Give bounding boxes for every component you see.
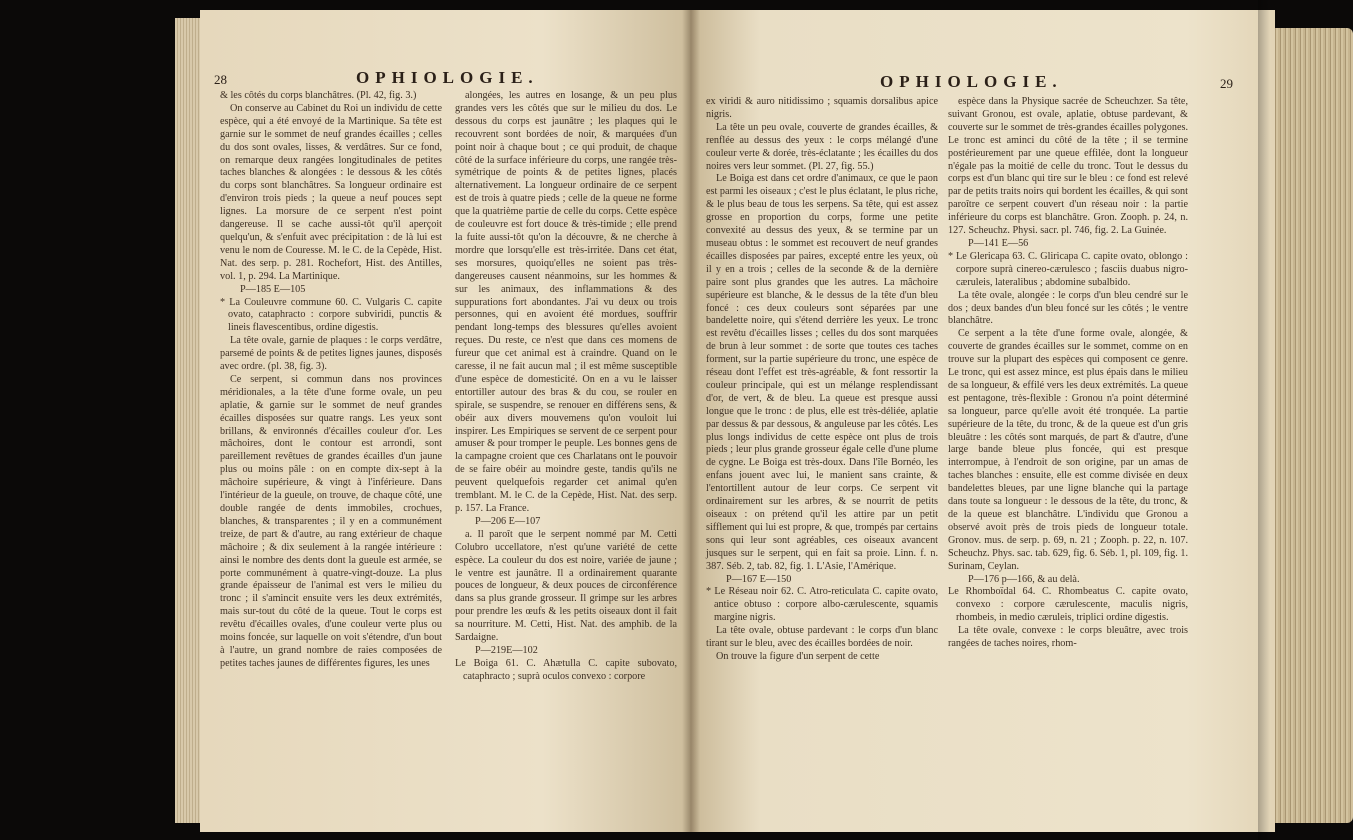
left-running-head: OPHIOLOGIE. — [356, 68, 539, 87]
species-entry: Le Boiga 61. C. Ahætulla C. capite subovato, cataphracto ; suprà oculos convexo : corpore — [455, 657, 677, 682]
left-column-2 — [455, 90, 677, 684]
paragraph: La tête ovale, garnie de plaques : le corps verdâtre, parsemé de points & de petites lignes jaunes, disposés avec ordre. (pl. 38, fig. 3). — [220, 335, 442, 373]
left-folio: 28 — [214, 72, 227, 87]
paragraph: Ce serpent a la tête d'une forme ovale, alongée, & couverte de grandes écailles sur le sommet, comme on en trouve sur la plupart des espèces qui composent ce genre. Le tronc, qui est assez mince, est plus épais dans le milieu de sa longueur, & effilé vers les deux extrémités. La queue est pentagone, très-flexible : Gronou n'a point déterminé sa longueur, parce qu'elle avoit été tronquée. La partie supérieure de la tête, du tronc, & de la queue est d'un gris bleuâtre : les côtés sont marqués, de part & d'autre, d'une large bande bleue plus foncée, qui est presque interrompue, à l'endroit de son origine, par un amas de taches blanches : ensuite, elle est comme divisée en deux bandelettes bleues, par une ligne blanche qui la partage dans toute sa longueur : le dessous de la tête, du tronc, & de la queue est blanchâtre. L'individu que Gronou a observé avoit près de trois pieds de longueur totale. Gronov. mus. de serp. p. 69, n. 21 ; Zooph. p. 22, n. 107. Scheuchz. Phys. sac. tab. 629, fig. 6. Séb. 1, pl. 109, fig. 1. Surinam, Ceylan. — [948, 328, 1188, 572]
right-folio: 29 — [1220, 76, 1233, 91]
paragraph: espèce dans la Physique sacrée de Scheuchzer. Sa tête, suivant Gronou, est ovale, aplatie, obtuse pardevant, & couverte sur le sommet de très-grandes écailles polygones. Le tronc est aminci du côté de la tête ; il se termine postérieurement par une queue effilée, dont la longueur n'égale pas la moitié de celle du tronc. Tout le dessus du corps est d'un blanc qui tire sur le bleu : ce fond est relevé par de petits traits noirs qui bordent les écailles, & qui sont paroître ce serpent couvert d'un réseau noir : la partie inférieure du corps est blanchâtre. Gron. Zooph. p. 24, n. 127. Scheuchz. Physi. sacr. pl. 746, fig. 2. La Guinée. — [948, 96, 1188, 237]
reference-line: P—219E—102 — [475, 644, 538, 656]
paragraph: ex viridi & auro nitidissimo ; squamis dorsalibus apice nigris. — [706, 96, 938, 120]
paragraph: La tête ovale, convexe : le corps bleuâtre, avec trois rangées de taches noires, rhom- — [948, 625, 1188, 650]
paragraph: Le Boiga est dans cet ordre d'animaux, ce que le paon est parmi les oiseaux ; c'est le plus éclatant, le plus riche, & le plus beau de tous les serpens. Sa tête, qui est assez grosse en proportion du corps, forme une petite convexité au dessus des yeux, & se termine par un museau obtus : le sommet est recouvert de neuf grandes écailles disposées par paires, excepté entre les yeux, où il y en a trois ; celles de la seconde & de la dernière paire sont plus grandes que les autres. La mâchoire supérieure est blanche, & le dessus de la tête d'un bleu foncé : ces deux couleurs sont séparées par une bandelette noire, qui s'étend derrière les yeux. Le tronc est revêtu d'écailles lisses ; celles du dos sont marquées de brun à leur sommet : de sorte que toutes ces taches forment, sur la partie supérieure du tronc, une espèce de réseau dont l'effet est très-agréable, & font ressortir la couleur principale, qui est un mélange resplendissant d'or, de vert, & de bleu. La queue est presque aussi longue que le tronc : de plus, elle est très-déliée, aplatie par dessus & par dessous, & anguleuse par les côtés. Les plus longs individus de cette espèce ont plus de trois pieds ; leur plus grande grosseur égale celle d'une plume de cygne. Le Boiga est très-doux. Dans l'île Bornéo, les enfans jouent avec lui, le manient sans crainte, & l'entortillent autour de leur corps. Ce serpent vit ordinairement sur les arbres, & se nourrit de petits oiseaux : on prétend qu'il les attire par un petit sifflement qui lui est propre, & que, trompés par certains sons qui leur sont agréables, ces oiseaux avancent jusques sur le serpent, qui en fait sa proie. Linn. f. n. 387. Séb. 2, tab. 82, fig. 1. L'Asie, l'Amérique. — [706, 173, 938, 572]
species-entry: * Le Glericapa 63. C. Gliricapa C. capite ovato, oblongo : corpore suprà cinereo-cærulesco ; fasciis duabus nigro-cæruleis, lateralibus ; abdomine subalbido. — [948, 250, 1188, 288]
reference-line: P—206 E—107 — [475, 515, 541, 527]
reference-line: P—176 p—166, & au delà. — [968, 573, 1080, 585]
paragraph: alongées, les autres en losange, & un peu plus grandes vers les côtés que sur le milieu du dos. Le dessous du corps est jaunâtre ; les plaques qui le recouvrent sont bordées de noir, & marquées d'un point noir à chaque bout ; ce qui produit, de chaque côté de la surface inférieure du corps, une rangée très-symétrique de points & de petites lignes, placés alternativement. La longueur ordinaire de ce serpent est de trois à quatre pieds ; celle de la queue ne forme que la quatrième partie de celle du corps. Cette espèce de couleuvre est fort douce & très-timide ; elle prend la fuite aussi-tôt qu'on la découvre, & ne cherche à mordre que lorsqu'elle est très-irritée. Dans cet état, ses morsures, quoiqu'elles ne soient pas très-dangereuses causent néanmoins, sur les hommes & sur les animaux, des inflammations & des suppurations fort abondantes. J'ai vu deux ou trois personnes, qui en avoient été mordues, souffrir pendant long-temps des blessures qu'elles avoient reçues. Du reste, ce n'est que dans ces momens de fureur que cet animal est à craindre. Quand on le caresse, il ne fait aucun mal ; il est même susceptible d'une espèce de domesticité. On en a vu le laisser entortiller autour des bras & du cou, se rouler en spirale, se suspendre, se renouer en différens sens, & obéir aux divers mouvemens qu'on vouloit lui inspirer. Les Empiriques se servent de ce serpent pour amuser & pour tromper le peuple. Les bonnes gens de la campagne croient que ces Charlatans ont le pouvoir de se faire obéir au moindre geste, tandis qu'ils ne peuvent quelquefois regarder cet animal qu'en tremblant. M. le C. de la Cepède, Hist. Nat. des serp. p. 157. La France. — [455, 90, 677, 514]
paragraph: Ce serpent, si commun dans nos provinces méridionales, a la tête d'une forme ovale, un peu aplatie, & garnie sur le sommet de neuf grandes écailles disposées sur quatre rangs. Les yeux sont brillans, & environnés d'écailles couleur d'or. Les mâchoires, dont le contour est arrondi, sont pareillement revêtues de grandes écailles d'un jaune plus ou moins pâle : on en compte dix-sept à la mâchoire supérieure, & vingt à l'inférieure. Dans l'intérieur de la gueule, on trouve, de chaque côté, une double rangée de dents immobiles, crochues, blanches, & transparentes ; il y en a communément treize, de part & d'autre, au rang extérieur de chaque mâchoire ; & dix seulement à la rangée intérieure : ainsi le nombre des dents dont la gueule est armée, se porte communément à quatre-vingt-douze. La plus grande épaisseur de l'animal est vers le milieu du tronc ; il s'amincit ensuite vers les deux extrémités, mais sur-tout du côté de la queue. Tout le corps est revêtu d'écailles ovales, d'une couleur verte plus ou moins foncée, sur laquelle on voit s'étendre, d'un bout à l'autre, un grand nombre de raies composées de petites taches jaunes de différentes figures, les unes — [220, 373, 442, 669]
paragraph: & les côtés du corps blanchâtres. (Pl. 42, fig. 3.) — [220, 90, 417, 101]
species-entry: * Le Réseau noir 62. C. Atro-reticulata C. capite ovato, antice obtuso : corpore albo-cærulescente, squamis margine nigris. — [706, 586, 938, 624]
right-page-stack — [1268, 28, 1353, 823]
reference-line: P—185 E—105 — [240, 283, 306, 295]
species-entry: * La Couleuvre commune 60. C. Vulgaris C. capite ovato, cataphracto : corpore subviridi, punctis & lineis flavescentibus, ordine digestis. — [220, 296, 442, 334]
left-page — [200, 10, 690, 832]
paragraph: La tête un peu ovale, couverte de grandes écailles, & renflée au dessus des yeux : le corps mélangé d'une couleur verte & dorée, très-éclatante ; les écailles du dos noires vers leur sommet. (Pl. 27, fig. 55.) — [706, 121, 938, 172]
right-running-head: OPHIOLOGIE. — [880, 72, 1063, 91]
page-shadow — [1258, 0, 1270, 840]
paragraph: a. Il paroît que le serpent nommé par M. Cetti Colubro uccellatore, n'est qu'une variété de cette espèce. La couleur du dos est noire, variée de jaune ; le ventre est jaunâtre. Il a ordinairement quarante pouces de longueur, & deux pouces de circonférence dans sa plus grande grosseur. Il grimpe sur les arbres pour prendre les œufs & les petits oiseaux dont il fait sa nourriture. M. Cetti, Hist. Nat. des amphib. de la Sardaigne. — [455, 528, 677, 644]
right-page — [690, 10, 1275, 832]
species-entry: Le Rhomboïdal 64. C. Rhombeatus C. capite ovato, convexo : corpore cærulescente, maculis nigris, rhombeis, in medio cæruleis, triplici ordine digestis. — [948, 586, 1188, 624]
reference-line: P—167 E—150 — [726, 573, 792, 585]
book-gutter — [682, 10, 700, 832]
right-column-2 — [948, 96, 1188, 651]
paragraph: La tête ovale, alongée : le corps d'un bleu cendré sur le dos ; deux bandes d'un bleu foncé sur les côtés ; le ventre blanchâtre. — [948, 289, 1188, 327]
paragraph: La tête ovale, obtuse pardevant : le corps d'un blanc tirant sur le bleu, avec des écailles bordées de noir. — [706, 625, 938, 650]
paragraph: On trouve la figure d'un serpent de cette — [716, 650, 880, 662]
right-column-1 — [706, 96, 938, 664]
paragraph: On conserve au Cabinet du Roi un individu de cette espèce, qui a été envoyé de la Martinique. Sa tête est garnie sur le sommet de neuf grandes écailles ; celles du dos sont ovales, lisses, & verdâtres. Sur ce fond, on remarque deux rangées longitudinales de petites taches blanches & alongées : le dessous & les côtés du corps sont blanchâtres. Sa longueur ordinaire est d'environ trois pieds ; la queue a neuf pouces sept lignes. La morsure de ce serpent n'est point dangereuse. Il se cache aussi-tôt qu'il aperçoit quelqu'un, & s'enfuit avec précipitation : de là lui est venu le nom de Couresse. M. le C. de la Cepède, Hist. Nat. des serp. p. 281. Rochefort, Hist. des Antilles, vol. 1, p. 294. La Martinique. — [220, 102, 442, 282]
left-column-1 — [220, 90, 442, 671]
reference-line: P—141 E—56 — [968, 237, 1029, 249]
